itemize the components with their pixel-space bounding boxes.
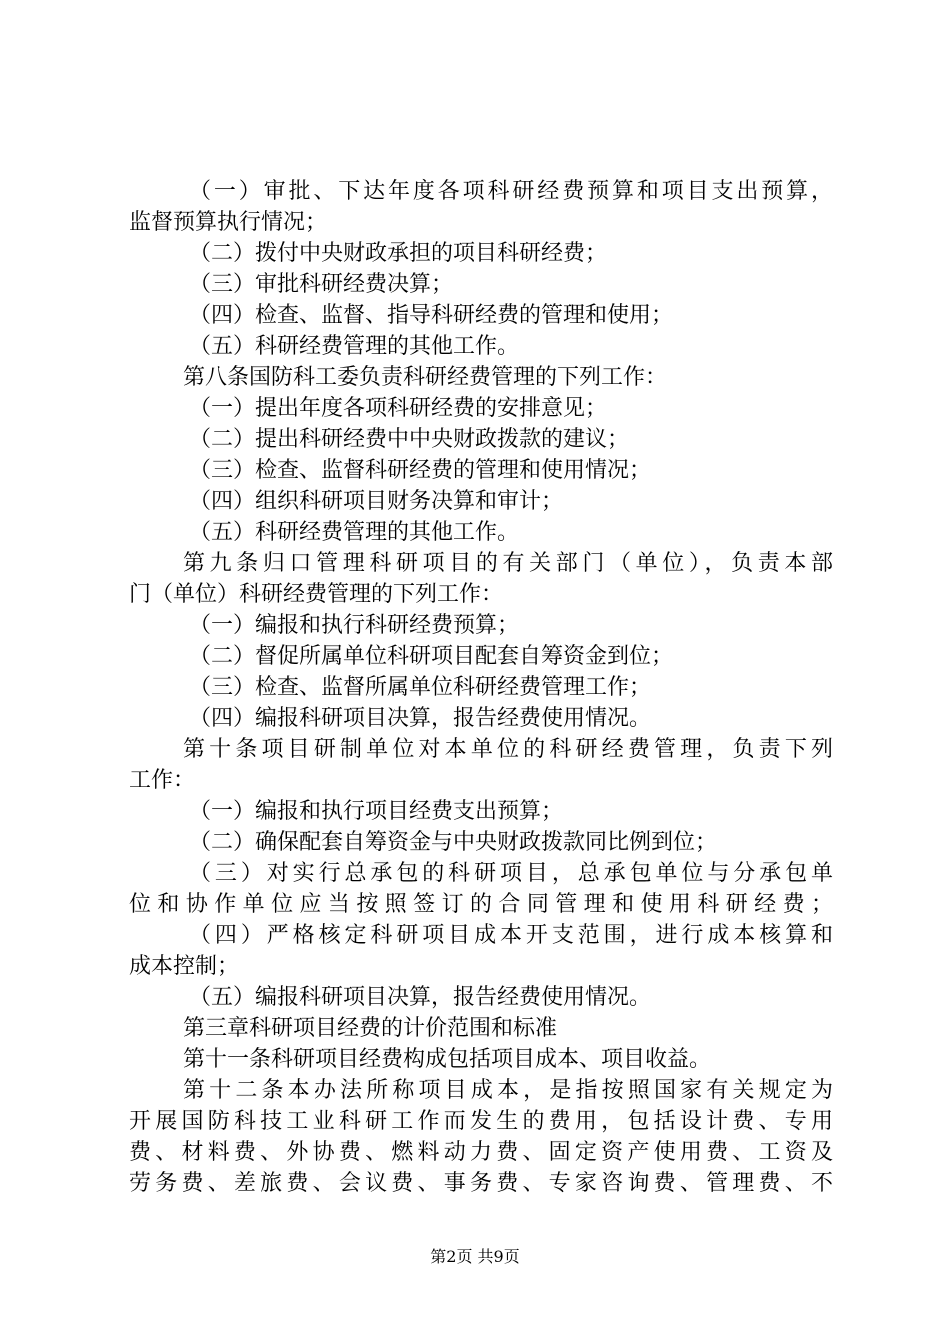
text-line: （四）组织科研项目财务决算和审计； <box>189 489 564 514</box>
text-line: 门（单位）科研经费管理的下列工作： <box>129 582 504 607</box>
text-line: 监督预算执行情况； <box>129 210 328 235</box>
text-line: （一）审批、下达年度各项科研经费预算和项目支出预算， <box>189 179 833 204</box>
text-line: （一）提出年度各项科研经费的安排意见； <box>189 396 608 421</box>
text-line: 开展国防科技工业科研工作而发生的费用，包括设计费、专用 <box>129 1109 833 1134</box>
text-line: 第九条归口管理科研项目的有关部门（单位），负责本部 <box>183 551 833 576</box>
page-number-footer: 第2页 共9页 <box>430 1247 520 1266</box>
text-line: 第八条国防科工委负责科研经费管理的下列工作： <box>183 365 668 390</box>
text-line: （二）督促所属单位科研项目配套自筹资金到位； <box>189 644 674 669</box>
text-line: 劳务费、差旅费、会议费、事务费、专家咨询费、管理费、不 <box>129 1171 833 1196</box>
text-line: （三）审批科研经费决算； <box>189 272 454 297</box>
text-line: （五）编报科研项目决算，报告经费使用情况。 <box>189 985 652 1010</box>
text-line: 第十条项目研制单位对本单位的科研经费管理，负责下列 <box>183 737 833 762</box>
text-line: 成本控制； <box>129 954 240 979</box>
text-line: （二）拨付中央财政承担的项目科研经费； <box>189 241 608 266</box>
document-body <box>129 176 833 1199</box>
text-line: （三）检查、监督所属单位科研经费管理工作； <box>189 675 652 700</box>
text-line: （一）编报和执行项目经费支出预算； <box>189 799 564 824</box>
text-line: （四）严格核定科研项目成本开支范围，进行成本核算和 <box>189 923 833 948</box>
text-line: （五）科研经费管理的其他工作。 <box>189 520 520 545</box>
text-line: 位和协作单位应当按照签订的合同管理和使用科研经费； <box>129 892 833 917</box>
text-line: （二）提出科研经费中中央财政拨款的建议； <box>189 427 630 452</box>
text-line: 费、材料费、外协费、燃料动力费、固定资产使用费、工资及 <box>129 1140 833 1165</box>
text-line: （四）编报科研项目决算，报告经费使用情况。 <box>189 706 652 731</box>
text-line: （三）对实行总承包的科研项目，总承包单位与分承包单 <box>189 861 833 886</box>
text-line: 第十二条本办法所称项目成本，是指按照国家有关规定为 <box>183 1078 833 1103</box>
text-line: （四）检查、监督、指导科研经费的管理和使用； <box>189 303 674 328</box>
text-line: （五）科研经费管理的其他工作。 <box>189 334 520 359</box>
text-line: 第三章科研项目经费的计价范围和标准 <box>183 1016 558 1041</box>
text-line: （二）确保配套自筹资金与中央财政拨款同比例到位； <box>189 830 718 855</box>
text-line: 工作： <box>129 768 196 793</box>
text-line: 第十一条科研项目经费构成包括项目成本、项目收益。 <box>183 1047 712 1072</box>
text-line: （三）检查、监督科研经费的管理和使用情况； <box>189 458 652 483</box>
text-line: （一）编报和执行科研经费预算； <box>189 613 520 638</box>
